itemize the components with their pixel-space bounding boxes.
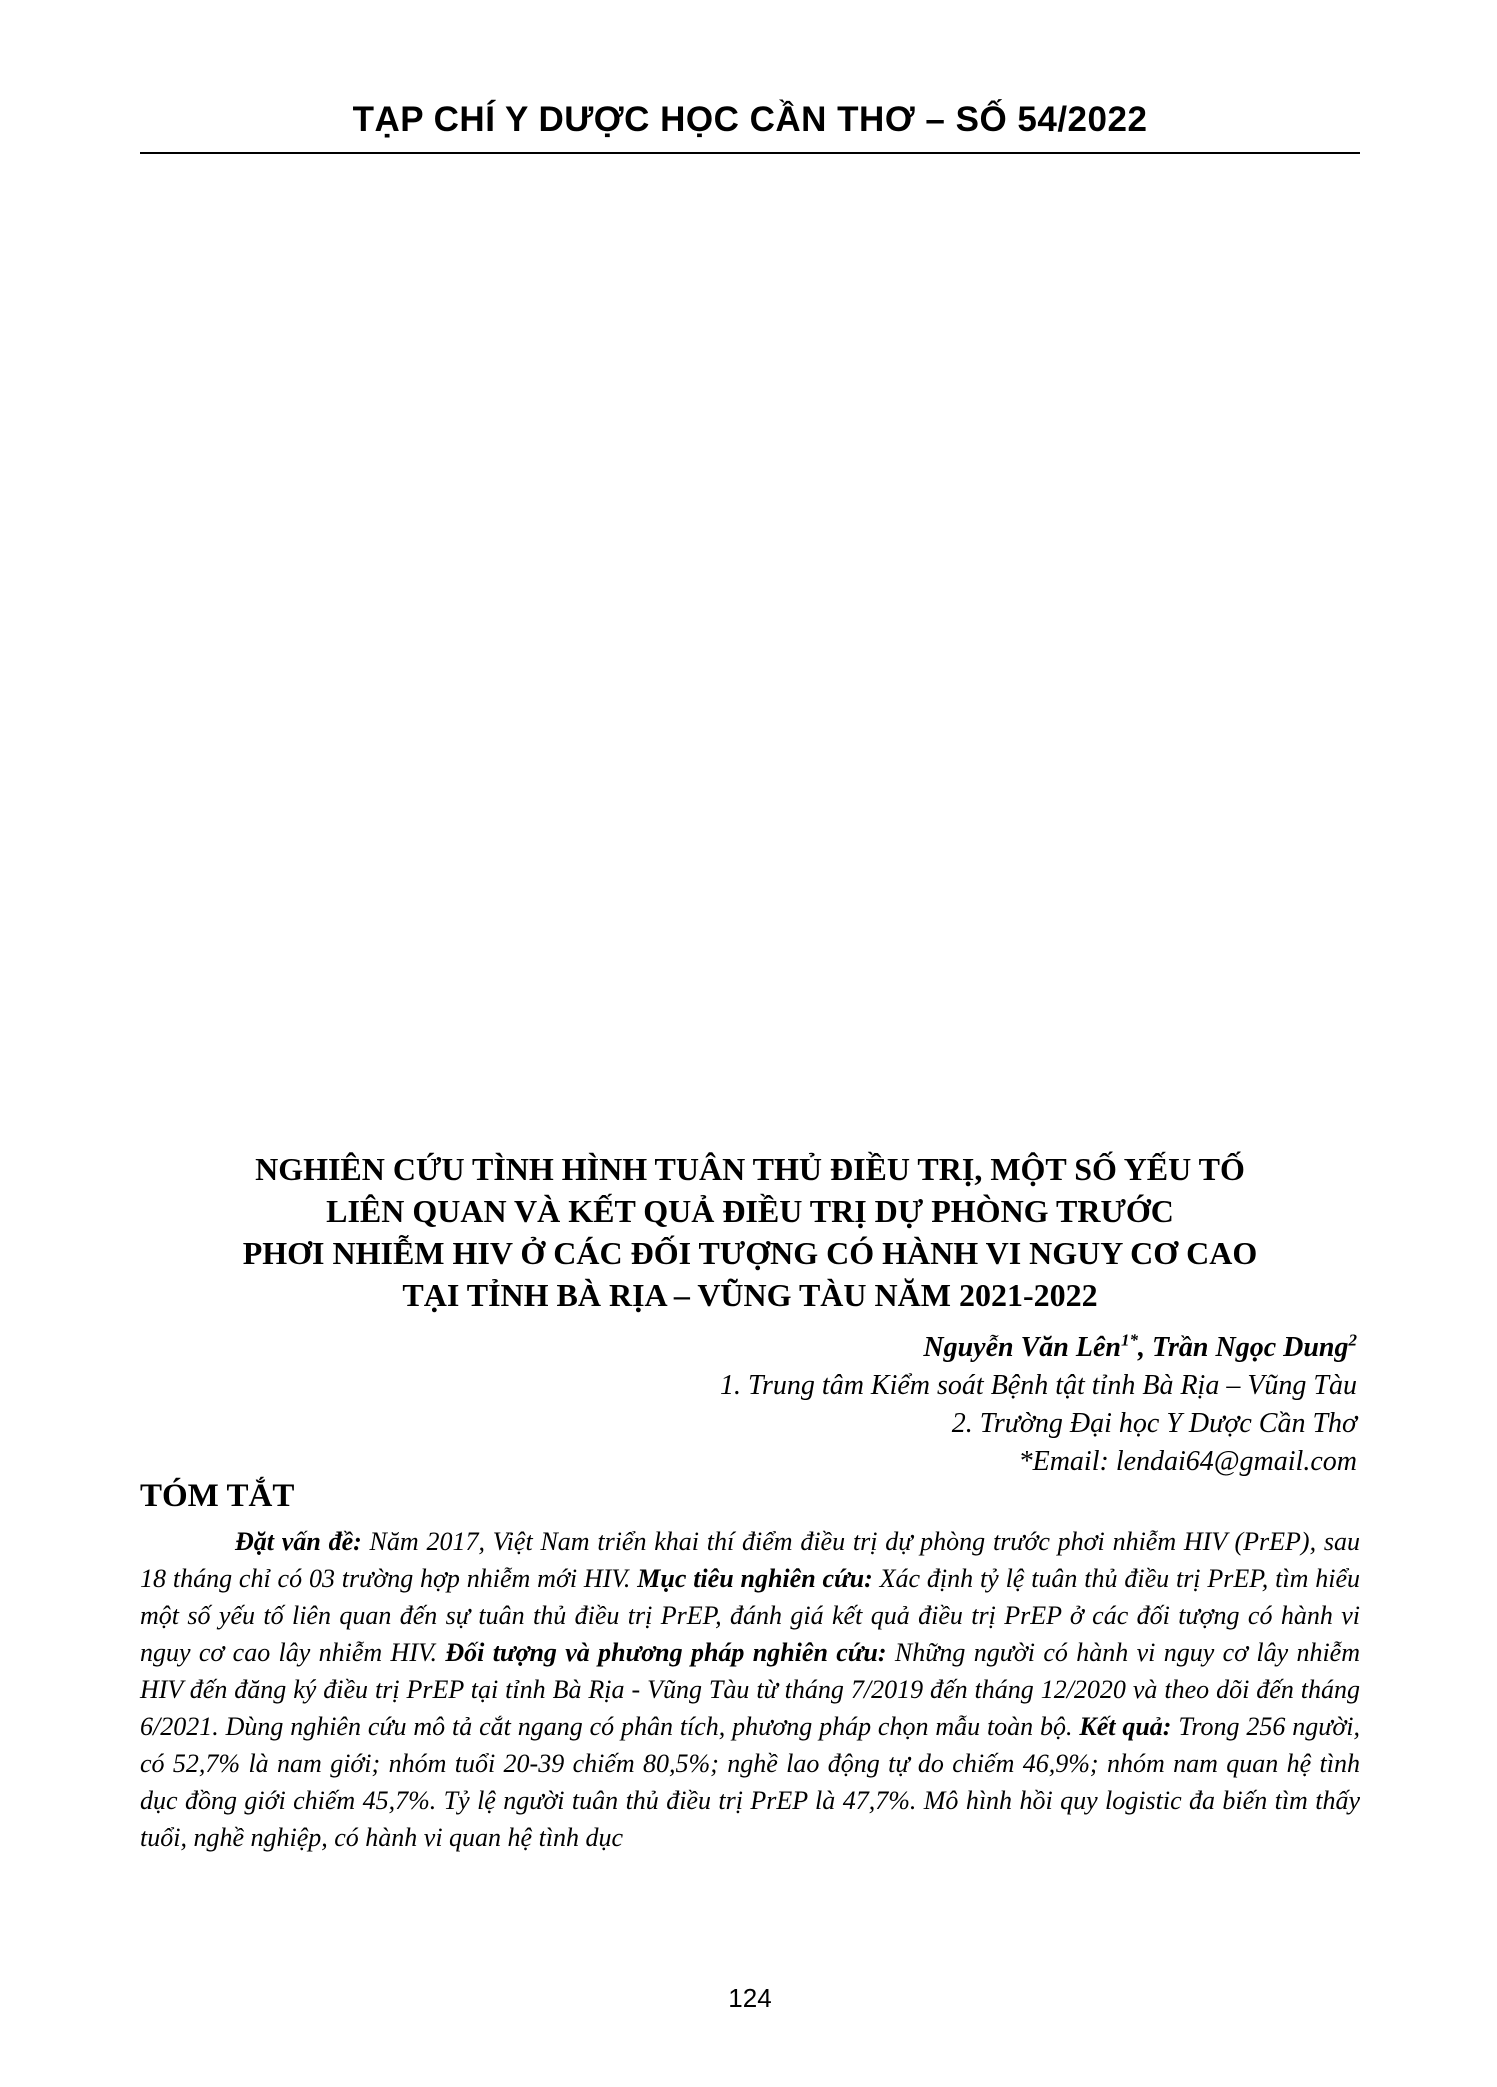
author-names — [357, 1329, 1357, 1367]
results-text: Trong 256 người, có 52,7% là nam giới; nhóm tuổi 20-39 chiếm 80,5%; nghề lao động tự do chiếm 46,9%; nhóm nam quan hệ tình dục đồng giới chiếm 45,7%. Tỷ lệ người tuân thủ điều trị PrEP là 47,7%. Mô hình hồi quy logistic đa biến tìm thấy tuổi, nghề nghiệp, có hành vi quan hệ tình dục — [140, 1712, 1360, 1852]
author-block — [357, 1329, 1357, 1481]
page-number: 124 — [728, 1983, 772, 2013]
abstract-body — [140, 1523, 1360, 1856]
title-line: LIÊN QUAN VÀ KẾT QUẢ ĐIỀU TRỊ DỰ PHÒNG TRƯỚC — [326, 1193, 1174, 1229]
corresponding-email: *Email: lendai64@gmail.com — [1018, 1446, 1357, 1477]
affiliation-1: 1. Trung tâm Kiểm soát Bệnh tật tỉnh Bà Rịa – Vũng Tàu — [719, 1370, 1357, 1401]
author-1-affiliation-mark: 1* — [1120, 1330, 1138, 1350]
author-separator: , — [1137, 1332, 1152, 1363]
results-label: Kết quả: — [1079, 1712, 1172, 1741]
objective-text: Xác định tỷ lệ tuân thủ điều trị PrEP, tìm hiểu một số yếu tố liên quan đến sự tuân thủ điều trị PrEP, đánh giá kết quả điều trị PrEP ở các đối tượng có hành vi nguy cơ cao lây nhiễm HIV. — [140, 1564, 1360, 1667]
methods-label: Đối tượng và phương pháp nghiên cứu: — [445, 1638, 887, 1667]
abstract-heading: TÓM TẮT — [140, 1478, 295, 1514]
title-line: NGHIÊN CỨU TÌNH HÌNH TUÂN THỦ ĐIỀU TRỊ, MỘT SỐ YẾU TỐ — [255, 1151, 1245, 1187]
author-2-name: Trần Ngọc Dung — [1151, 1332, 1349, 1363]
journal-header: TẠP CHÍ Y DƯỢC HỌC CẦN THƠ – SỐ 54/2022 — [352, 100, 1148, 139]
title-line: TẠI TỈNH BÀ RỊA – VŨNG TÀU NĂM 2021-2022 — [402, 1277, 1098, 1313]
author-2-affiliation-mark: 2 — [1348, 1330, 1357, 1350]
article-title — [140, 1148, 1360, 1316]
methods-text: Những người có hành vi nguy cơ lây nhiễm HIV đến đăng ký điều trị PrEP tại tỉnh Bà Rịa - Vũng Tàu từ tháng 7/2019 đến tháng 12/2020 và theo dõi đến tháng 6/2021. Dùng nghiên cứu mô tả cắt ngang có phân tích, phương pháp chọn mẫu toàn bộ. — [140, 1638, 1361, 1741]
objective-label: Mục tiêu nghiên cứu: — [637, 1564, 873, 1593]
author-1-name: Nguyễn Văn Lên — [923, 1332, 1121, 1363]
background-text: Năm 2017, Việt Nam triển khai thí điểm điều trị dự phòng trước phơi nhiễm HIV (PrEP), sau 18 tháng chỉ có 03 trường hợp nhiễm mới HIV. — [140, 1527, 1360, 1593]
affiliation-2: 2. Trường Đại học Y Dược Cần Thơ — [951, 1408, 1357, 1439]
background-label: Đặt vấn đề: — [235, 1527, 362, 1556]
title-line: PHƠI NHIỄM HIV Ở CÁC ĐỐI TƯỢNG CÓ HÀNH VI NGUY CƠ CAO — [242, 1235, 1258, 1271]
header-rule — [140, 152, 1360, 154]
